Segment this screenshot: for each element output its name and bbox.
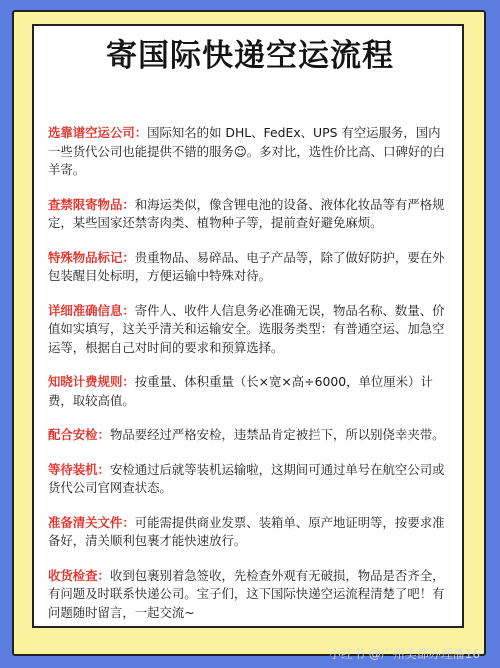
section-prohibited [48, 196, 448, 233]
section-label: 配合安检： [48, 427, 110, 442]
section-label: 选靠谱空运公司： [48, 125, 148, 140]
section-text: 和海运类似，像含锂电池的设备、液体化妆品等有严格规定，某些国家还禁寄肉类、植物种子等，提前查好避免麻烦。 [48, 196, 445, 230]
section-text: 可能需提供商业发票、装箱单、原产地证明等，按要求准备好，清关顺利包裹才能快速放行。 [48, 514, 445, 548]
section-billing [48, 373, 448, 410]
section-customs [48, 514, 448, 551]
section-security [48, 426, 448, 445]
section-loading [48, 461, 448, 498]
content-body [48, 124, 448, 638]
section-text: 寄件人、收件人信息务必准确无误，物品名称、数量、价值如实填写，这关乎清关和运输安全。选服务类型：有普通空运、加急空运等，根据自己对时间的要求和预算选择。 [48, 302, 445, 355]
page-title: 寄国际快递空运流程 [106, 38, 394, 74]
section-text: 收到包裹别着急签收，先检查外观有无破损，物品是否齐全，有问题及时联系快递公司。宝子们，这下国际快递空运流程清楚了吧！有问题随时留言，一起交流~ [48, 567, 445, 620]
section-label: 等待装机： [48, 461, 110, 477]
section-receiving [48, 567, 448, 623]
section-label: 查禁限寄物品： [48, 196, 135, 212]
section-label: 特殊物品标记： [48, 249, 135, 265]
section-label: 收货检查： [48, 567, 110, 583]
section-info [48, 302, 448, 358]
section-label: 知晓计费规则： [48, 374, 135, 389]
watermark: 小红书 @广州美都办理潘16 [328, 647, 480, 661]
section-text: 国际知名的如 DHL、FedEx、UPS 有空运服务，国内一些货代公司也能提供不错的服务☺。多对比，选性价比高、口碑好的白羊寄。 [48, 125, 446, 177]
section-text: 安检通过后就等装机运输啦，这期间可通过单号在航空公司或货代公司官网查状态。 [48, 461, 445, 495]
section-text: 贵重物品、易碎品、电子产品等，除了做好防护，要在外包装醒目处标明，方便运输中特殊对待。 [48, 249, 445, 283]
section-airline [48, 124, 448, 180]
section-label: 详细准确信息： [48, 302, 135, 318]
section-text: 物品要经过严格安检，违禁品肯定被拦下，所以别侥幸夹带。 [109, 427, 445, 442]
section-special-items [48, 249, 448, 286]
section-text: 按重量、体积重量（长×宽×高÷6000，单位厘米）计费，取较高值。 [48, 374, 433, 408]
section-label: 准备清关文件： [48, 514, 135, 530]
